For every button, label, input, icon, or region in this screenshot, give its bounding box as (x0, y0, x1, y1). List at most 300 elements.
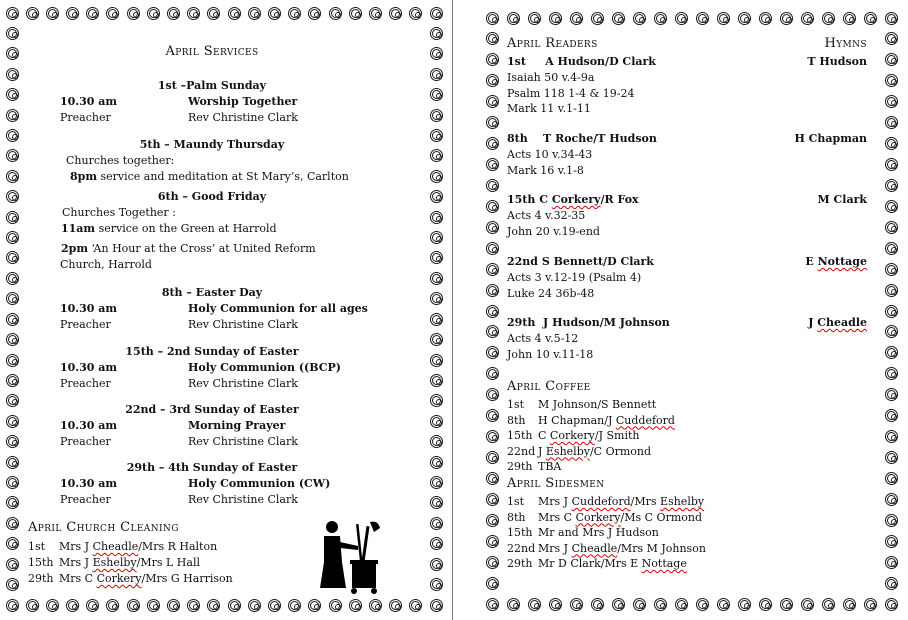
rose-ornament (430, 558, 443, 571)
rose-ornament (528, 598, 541, 611)
rose-ornament (430, 47, 443, 60)
service-time-label: Preacher (60, 493, 111, 506)
rose-ornament (717, 598, 730, 611)
rose-ornament (486, 158, 499, 171)
reading-passage: John 20 v.19-end (507, 224, 600, 238)
rose-ornament (486, 325, 499, 338)
rose-ornament (389, 599, 402, 612)
rose-ornament (6, 599, 19, 612)
rose-ornament (486, 116, 499, 129)
name-surname: Corkery (96, 572, 142, 585)
event-line (61, 222, 277, 236)
service-detail: Rev Christine Clark (188, 111, 298, 124)
rose-ornament (885, 12, 898, 25)
reading-passage: Mark 11 v.1-11 (507, 102, 591, 115)
rose-ornament (430, 292, 443, 305)
rose-ornament (675, 598, 688, 611)
rose-ornament (147, 599, 160, 612)
rose-ornament (696, 598, 709, 611)
rose-ornament (106, 7, 119, 20)
rose-ornament (86, 7, 99, 20)
service-detail: Holy Communion (CW) (188, 477, 331, 490)
name-surname: Cuddeford (615, 413, 675, 427)
rose-ornament (486, 12, 499, 25)
rose-ornament (801, 12, 814, 25)
rose-ornament (6, 558, 19, 571)
name-part: /Mrs L Hall (136, 556, 200, 569)
service-detail: Holy Communion ((BCP) (188, 361, 341, 374)
sidesmen-names (538, 526, 659, 540)
rose-ornament (486, 221, 499, 234)
rose-ornament (885, 221, 898, 234)
sidesmen-date: 1st (507, 495, 525, 508)
rose-ornament (486, 305, 499, 318)
coffee-date: 29th (507, 460, 533, 473)
rose-ornament (288, 7, 301, 20)
rose-ornament (6, 354, 19, 367)
rose-ornament (486, 242, 499, 255)
rose-ornament (6, 374, 19, 387)
name-surname: Eshelby (92, 556, 137, 569)
hymns-leader (725, 132, 867, 146)
rose-ornament (885, 598, 898, 611)
service-time-label: 10.30 am (60, 95, 118, 108)
rose-ornament (885, 242, 898, 255)
rose-ornament (486, 137, 499, 150)
rose-ornament (885, 95, 898, 108)
rose-ornament (486, 200, 499, 213)
rose-ornament (780, 12, 793, 25)
rose-ornament (430, 313, 443, 326)
rose-ornament (822, 598, 835, 611)
event-time: 8pm (70, 170, 97, 183)
rose-ornament (885, 409, 898, 422)
rose-ornament (349, 7, 362, 20)
rose-ornament (430, 496, 443, 509)
service-time-label: 10.30 am (60, 361, 118, 374)
rose-ornament (885, 577, 898, 590)
reading-passage: Isaiah 50 v.4-9a (507, 71, 595, 84)
rose-ornament (885, 179, 898, 192)
rose-ornament (430, 170, 443, 183)
rose-ornament (430, 272, 443, 285)
coffee-names (538, 460, 561, 474)
rose-ornament (207, 599, 220, 612)
name-part: Mrs C (538, 510, 576, 524)
name-part: C (538, 429, 550, 442)
reader-names: 8th T Roche/T Hudson (507, 132, 657, 145)
rose-ornament (369, 599, 382, 612)
rose-ornament (486, 556, 499, 569)
hymns-name: H Chapman (794, 132, 867, 145)
cleaning-names (59, 556, 200, 570)
service-time-label: Preacher (60, 435, 111, 448)
rose-ornament (430, 68, 443, 81)
reading-passage: Psalm 118 1-4 & 19-24 (507, 86, 635, 100)
rose-ornament (66, 7, 79, 20)
event-description: ‘An Hour at the Cross’ at United Reform (87, 242, 316, 255)
coffee-date: 1st (507, 398, 525, 411)
rose-ornament (759, 12, 772, 25)
rose-ornament (308, 599, 321, 612)
right-page (455, 0, 908, 620)
rose-ornament (26, 7, 39, 20)
hymns-title: Hymns (824, 36, 867, 51)
event-line (70, 170, 349, 184)
rose-ornament (885, 158, 898, 171)
service-detail: Rev Christine Clark (188, 377, 298, 390)
rose-ornament (6, 190, 19, 203)
rose-ornament (486, 32, 499, 45)
sidesmen-date: 29th (507, 557, 533, 570)
rose-ornament (486, 74, 499, 87)
rose-ornament (486, 598, 499, 611)
rose-ornament (843, 12, 856, 25)
rose-ornament (187, 7, 200, 20)
rose-ornament (885, 263, 898, 276)
rose-ornament (369, 7, 382, 20)
rose-ornament (6, 435, 19, 448)
rose-ornament (738, 12, 751, 25)
coffee-date: 22nd (507, 444, 536, 458)
rose-ornament (187, 599, 200, 612)
rose-ornament (486, 493, 499, 506)
reading-passage: Acts 3 v.12-19 (Psalm 4) (507, 271, 642, 284)
name-part: Mrs J (538, 495, 572, 508)
hymns-name: E (805, 255, 818, 268)
rose-ornament (430, 333, 443, 346)
reader-surname: Corkery (551, 193, 601, 206)
rose-ornament (738, 598, 751, 611)
rose-ornament (6, 456, 19, 469)
name-part: Mr and Mrs J Hudson (538, 526, 659, 539)
event-time: 11am (61, 222, 96, 235)
reading-header (507, 316, 670, 330)
service-date: 5th – Maundy Thursday (139, 138, 285, 151)
rose-ornament (409, 7, 422, 20)
rose-ornament (885, 535, 898, 548)
sidesmen-names (538, 511, 702, 525)
rose-ornament (6, 211, 19, 224)
reader-names: /R Fox (600, 193, 639, 206)
rose-ornament (486, 284, 499, 297)
cleaning-date: 15th (28, 556, 54, 569)
rose-ornament (6, 333, 19, 346)
page-divider (452, 0, 453, 620)
rose-ornament (885, 367, 898, 380)
name-surname: Eshelby (660, 495, 705, 508)
rose-ornament (6, 476, 19, 489)
rose-ornament (486, 367, 499, 380)
rose-ornament (430, 599, 443, 612)
rose-ornament (591, 598, 604, 611)
service-detail: Morning Prayer (188, 419, 286, 432)
cleaning-names (59, 572, 233, 586)
rose-ornament (308, 7, 321, 20)
reading-passage: Mark 16 v.1-8 (507, 163, 584, 177)
rose-ornament (885, 514, 898, 527)
service-date: 22nd – 3rd Sunday of Easter (125, 403, 299, 416)
rose-ornament (167, 7, 180, 20)
rose-ornament (885, 200, 898, 213)
rose-ornament (6, 292, 19, 305)
rose-ornament (822, 12, 835, 25)
rose-ornament (885, 53, 898, 66)
rose-ornament (885, 137, 898, 150)
event-time: 2pm (61, 242, 88, 255)
service-detail: Holy Communion for all ages (188, 302, 368, 315)
rose-ornament (528, 12, 541, 25)
reader-names: 15th C (507, 193, 552, 206)
rose-ornament (6, 109, 19, 122)
name-part: Mrs C (59, 572, 97, 585)
rose-ornament (864, 12, 877, 25)
rose-ornament (591, 12, 604, 25)
rose-ornament (6, 496, 19, 509)
rose-ornament (6, 68, 19, 81)
rose-ornament (633, 12, 646, 25)
coffee-date: 8th (507, 413, 526, 427)
rose-ornament (106, 599, 119, 612)
service-date: 8th – Easter Day (161, 286, 263, 299)
name-surname: Nottage (641, 557, 687, 570)
sidesmen-date: 22nd (507, 541, 536, 555)
name-part: /Mrs M Johnson (617, 541, 706, 555)
rose-ornament (612, 12, 625, 25)
rose-ornament (6, 149, 19, 162)
coffee-names (538, 429, 639, 443)
hymns-leader (725, 193, 867, 207)
churches-together-note: Churches Together : (62, 206, 176, 219)
rose-ornament (207, 7, 220, 20)
rose-ornament (430, 190, 443, 203)
rose-ornament (430, 149, 443, 162)
service-detail: Rev Christine Clark (188, 318, 298, 331)
rose-ornament (486, 430, 499, 443)
rose-ornament (6, 27, 19, 40)
rose-ornament (6, 129, 19, 142)
cleaner-with-mop-and-bucket-icon (318, 518, 390, 598)
rose-ornament (430, 88, 443, 101)
hymns-surname: Cheadle (817, 316, 867, 329)
rose-ornament (6, 47, 19, 60)
reading-passage: John 10 v.11-18 (507, 347, 594, 361)
service-time-label: 10.30 am (60, 419, 118, 432)
rose-ornament (6, 170, 19, 183)
rose-ornament (430, 394, 443, 407)
name-surname: Cheadle (571, 541, 618, 555)
coffee-names (538, 445, 651, 459)
hymns-name: J (808, 316, 818, 329)
service-time-label: Preacher (60, 377, 111, 390)
services-title: April Services (165, 44, 259, 59)
rose-ornament (46, 599, 59, 612)
hymns-surname: Nottage (817, 255, 867, 268)
name-part: M Johnson/S Bennett (538, 398, 657, 411)
name-surname: Cuddeford (571, 495, 631, 508)
event-line (61, 242, 316, 256)
rose-ornament (654, 12, 667, 25)
rose-ornament (430, 435, 443, 448)
rose-ornament (6, 537, 19, 550)
rose-ornament (885, 74, 898, 87)
reading-passage: Luke 24 36b-48 (507, 286, 595, 300)
reader-names: 22nd S Bennett/D Clark (507, 255, 654, 268)
service-date: 6th – Good Friday (157, 190, 267, 203)
service-time-label: Preacher (60, 318, 111, 331)
rose-ornament (147, 7, 160, 20)
service-detail: Worship Together (188, 95, 298, 108)
hymns-leader (725, 316, 867, 330)
rose-ornament (486, 179, 499, 192)
rose-ornament (885, 430, 898, 443)
rose-ornament (46, 7, 59, 20)
cleaning-date: 29th (28, 572, 54, 585)
left-page (0, 0, 452, 620)
name-part: Mrs J (59, 540, 93, 553)
rose-ornament (486, 263, 499, 276)
rose-ornament (885, 32, 898, 45)
event-line-continued: Church, Harrold (60, 258, 152, 271)
reading-header (507, 193, 639, 207)
rose-ornament (885, 305, 898, 318)
rose-ornament (864, 598, 877, 611)
coffee-names (538, 398, 656, 412)
service-detail: Rev Christine Clark (188, 493, 298, 506)
name-surname: Corkery (575, 510, 621, 524)
name-part: Mr D Clark/Mrs E (538, 557, 642, 570)
rose-ornament (507, 598, 520, 611)
event-description: service on the Green at Harrold (95, 222, 277, 235)
reading-passage: Acts 4 v.32-35 (507, 209, 586, 222)
readers-title: April Readers (507, 36, 598, 51)
rose-ornament (675, 12, 688, 25)
sidesmen-date: 8th (507, 510, 526, 524)
rose-ornament (486, 514, 499, 527)
rose-ornament (696, 12, 709, 25)
service-time-label: 10.30 am (60, 302, 118, 315)
service-time-label: Preacher (60, 111, 111, 124)
service-time-label: 10.30 am (60, 477, 118, 490)
rose-ornament (6, 251, 19, 264)
rose-ornament (228, 599, 241, 612)
rose-ornament (801, 598, 814, 611)
rose-ornament (86, 599, 99, 612)
rose-ornament (228, 7, 241, 20)
rose-ornament (633, 598, 646, 611)
reading-passage: Acts 10 v.34-43 (507, 148, 593, 161)
coffee-date: 15th (507, 429, 533, 442)
name-part: /Mrs G Harrison (141, 572, 233, 585)
rose-ornament (780, 598, 793, 611)
sidesmen-date: 15th (507, 526, 533, 539)
name-part: TBA (538, 460, 562, 473)
name-part: /J Smith (594, 429, 640, 442)
rose-ornament (66, 599, 79, 612)
rose-ornament (430, 354, 443, 367)
service-date: 1st –Palm Sunday (157, 79, 267, 92)
rose-ornament (389, 7, 402, 20)
rose-ornament (26, 599, 39, 612)
rose-ornament (6, 394, 19, 407)
rose-ornament (612, 598, 625, 611)
reader-names: 1st A Hudson/D Clark (507, 55, 656, 68)
name-part: /C Ormond (589, 444, 652, 458)
rose-ornament (549, 598, 562, 611)
name-part: Mrs J (59, 556, 93, 569)
rose-ornament (329, 599, 342, 612)
rose-ornament (486, 95, 499, 108)
rose-ornament (430, 537, 443, 550)
rose-ornament (127, 7, 140, 20)
event-description: service and meditation at St Mary’s, Carlton (96, 170, 349, 183)
rose-ornament (430, 374, 443, 387)
rose-ornament (248, 599, 261, 612)
rose-ornament (570, 598, 583, 611)
name-surname: Corkery (549, 429, 595, 442)
rose-ornament (430, 231, 443, 244)
rose-ornament (127, 599, 140, 612)
name-part: /Ms C Ormond (620, 510, 703, 524)
rose-ornament (430, 211, 443, 224)
rose-ornament (6, 272, 19, 285)
rose-ornament (486, 577, 499, 590)
rose-ornament (430, 476, 443, 489)
rose-ornament (6, 7, 19, 20)
rose-ornament (6, 313, 19, 326)
rose-ornament (6, 231, 19, 244)
rose-ornament (885, 451, 898, 464)
name-part: H Chapman/J (538, 413, 616, 427)
rose-ornament (486, 53, 499, 66)
reading-passage: Acts 4 v.5-12 (507, 332, 579, 345)
hymns-name: T Hudson (807, 55, 867, 68)
coffee-title: April Coffee (507, 379, 591, 394)
name-part: /Mrs R Halton (138, 540, 218, 553)
rose-ornament (430, 129, 443, 142)
rose-ornament (654, 598, 667, 611)
cleaning-title: April Church Cleaning (28, 520, 179, 535)
rose-ornament (885, 346, 898, 359)
rose-ornament (6, 415, 19, 428)
service-date: 29th – 4th Sunday of Easter (126, 461, 298, 474)
reading-header (507, 132, 657, 146)
rose-ornament (329, 7, 342, 20)
reading-header (507, 255, 654, 269)
reading-header (507, 55, 656, 69)
rose-ornament (507, 12, 520, 25)
rose-ornament (486, 451, 499, 464)
rose-ornament (248, 7, 261, 20)
rose-ornament (6, 578, 19, 591)
rose-ornament (268, 599, 281, 612)
rose-ornament (843, 598, 856, 611)
rose-ornament (885, 472, 898, 485)
rose-ornament (430, 251, 443, 264)
rose-ornament (885, 116, 898, 129)
coffee-names (538, 414, 675, 428)
rose-ornament (430, 517, 443, 530)
rose-ornament (430, 27, 443, 40)
rose-ornament (549, 12, 562, 25)
rose-ornament (430, 456, 443, 469)
sidesmen-names (538, 542, 706, 556)
rose-ornament (486, 535, 499, 548)
rose-ornament (430, 7, 443, 20)
rose-ornament (759, 598, 772, 611)
rose-ornament (430, 109, 443, 122)
rose-ornament (885, 493, 898, 506)
